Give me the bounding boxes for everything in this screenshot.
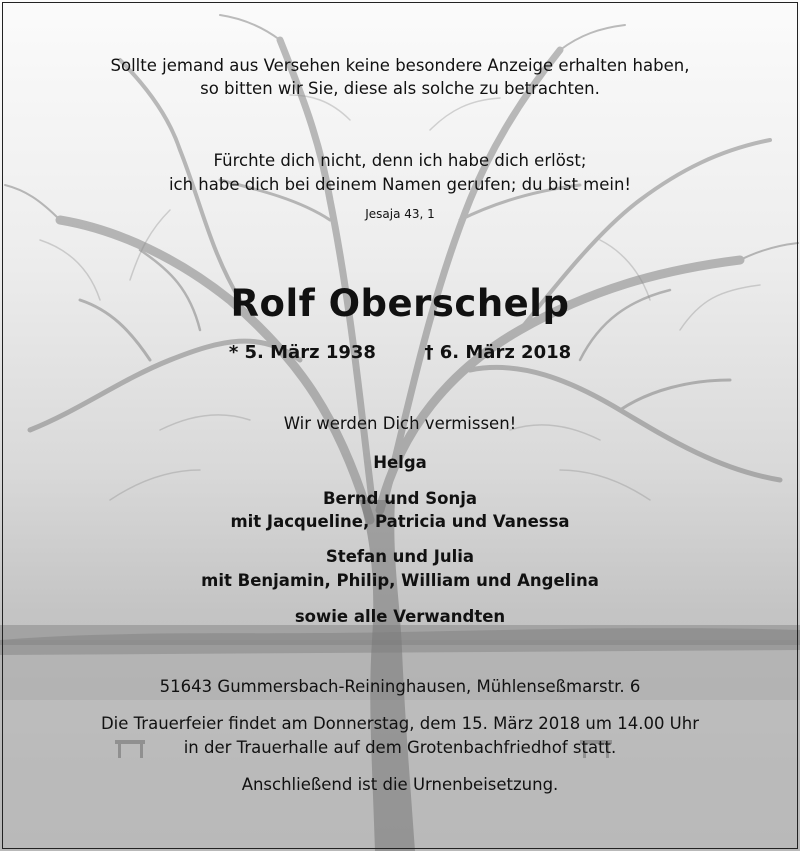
death-date: † 6. März 2018 — [424, 342, 572, 363]
ceremony-line-1: Die Trauerfeier findet am Donnerstag, dem 15. März 2018 um 14.00 Uhr — [100, 714, 700, 733]
ceremony-line-2: in der Trauerhalle auf dem Grotenbachfriedhof statt. — [183, 738, 617, 757]
verse-source: Jesaja 43, 1 — [365, 207, 435, 221]
life-dates — [0, 342, 800, 363]
farewell-line: Wir werden Dich vermissen! — [283, 414, 517, 433]
mourner-relatives: sowie alle Verwandten — [294, 607, 506, 626]
verse-line-1: Fürchte dich nicht, denn ich habe dich erlöst; — [213, 151, 587, 170]
verse-line-2: ich habe dich bei deinem Namen gerufen; du bist mein! — [168, 175, 632, 194]
mourner-family-1-children: mit Jacqueline, Patricia und Vanessa — [230, 512, 570, 531]
mourner-family-1-names: Bernd und Sonja — [322, 489, 477, 508]
mourner-spouse: Helga — [373, 453, 427, 472]
notice-line-2: so bitten wir Sie, diese als solche zu betrachten. — [200, 79, 600, 98]
address-line: 51643 Gummersbach-Reininghausen, Mühlenseßmarstr. 6 — [159, 677, 641, 696]
ceremony-line-3: Anschließend ist die Urnenbeisetzung. — [241, 775, 559, 794]
birth-date: * 5. März 1938 — [228, 342, 376, 363]
notice-line-1: Sollte jemand aus Versehen keine besondere Anzeige erhalten haben, — [110, 56, 690, 75]
mourner-family-2-names: Stefan und Julia — [325, 547, 475, 566]
mourner-family-2-children: mit Benjamin, Philip, William und Angelina — [201, 571, 599, 590]
deceased-name: Rolf Oberschelp — [230, 282, 570, 325]
